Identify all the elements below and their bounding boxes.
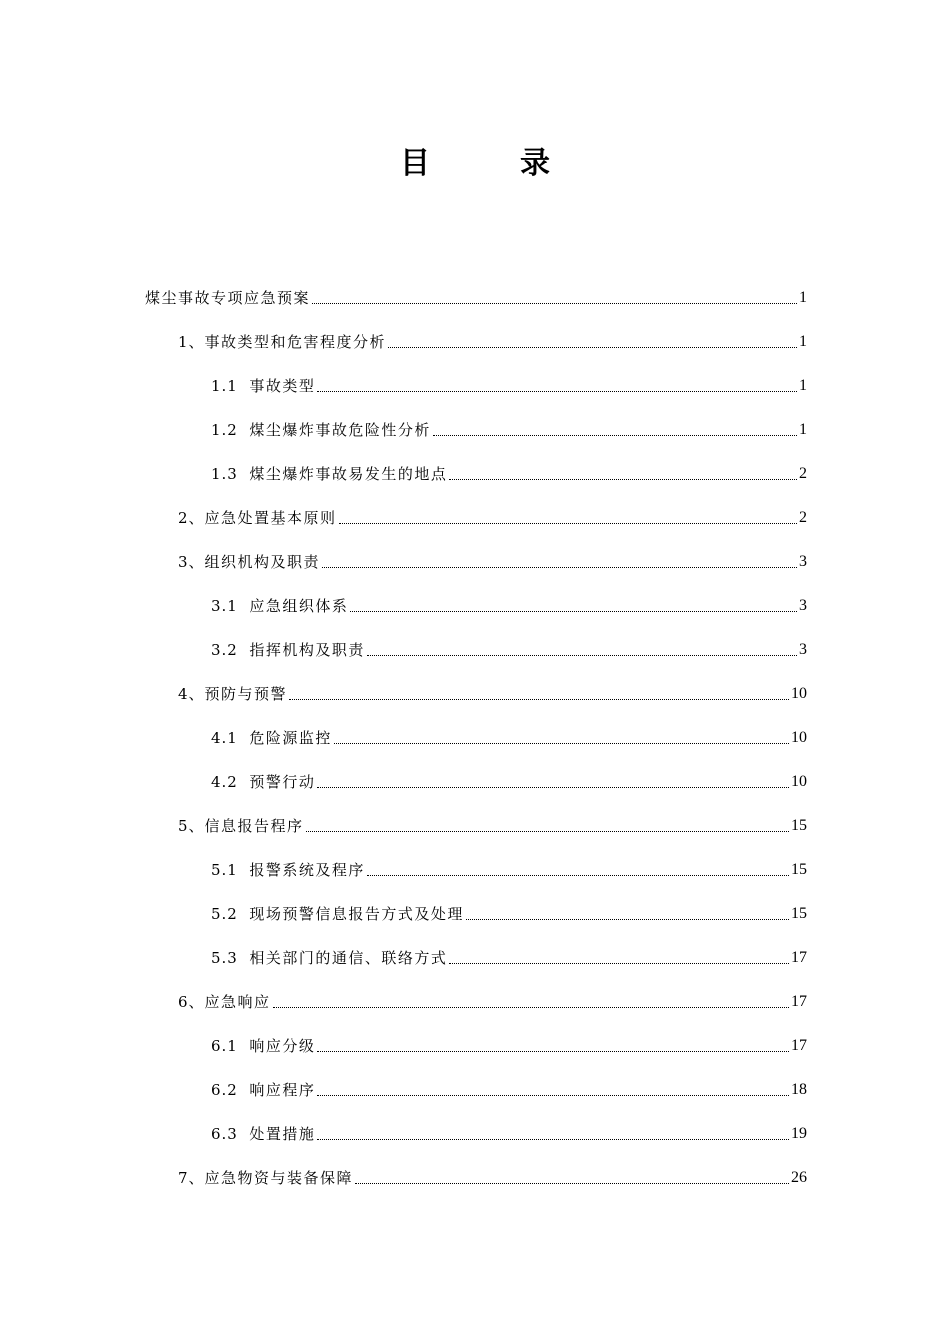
toc-entry[interactable] — [0, 758, 950, 802]
toc-entry[interactable] — [0, 846, 950, 890]
toc-entry-label: 指挥机构及职责 — [249, 641, 365, 659]
dot-leader — [317, 786, 789, 788]
toc-entry-page-number: 2 — [799, 509, 807, 526]
toc-entry-label: 响应分级 — [249, 1037, 316, 1055]
toc-entry-number: 1.3 — [211, 465, 250, 483]
toc-entry[interactable] — [0, 1022, 950, 1066]
toc-entry-page-number: 3 — [799, 597, 807, 614]
toc-entry-page-number: 2 — [799, 465, 807, 482]
toc-entry-label: 煤尘事故专项应急预案 — [145, 289, 311, 307]
toc-entry-page-number: 17 — [791, 949, 807, 966]
toc-entry-page-number: 1 — [799, 333, 807, 350]
toc-entry-page-number: 1 — [799, 377, 807, 394]
toc-entry-number: 2、 — [178, 509, 205, 527]
dot-leader — [317, 1050, 789, 1052]
toc-entry-number: 4.2 — [211, 773, 250, 791]
toc-entry-label: 现场预警信息报告方式及处理 — [249, 905, 464, 923]
toc-entry[interactable] — [0, 318, 950, 362]
toc-entry-number: 5.1 — [211, 861, 250, 879]
toc-entry-page-number: 15 — [791, 861, 807, 878]
toc-entry-page-number: 3 — [799, 553, 807, 570]
toc-entry-label: 事故类型和危害程度分析 — [204, 333, 387, 351]
dot-leader — [306, 830, 789, 832]
toc-entry-number: 4.1 — [211, 729, 250, 747]
toc-entry-label: 应急响应 — [204, 993, 271, 1011]
toc-entry[interactable] — [0, 274, 950, 318]
toc-entry[interactable] — [0, 1110, 950, 1154]
toc-entry-label: 应急处置基本原则 — [204, 509, 337, 527]
table-of-contents — [0, 274, 950, 1198]
toc-entry[interactable] — [0, 362, 950, 406]
toc-entry[interactable] — [0, 1066, 950, 1110]
toc-entry-number: 3.1 — [211, 597, 250, 615]
toc-entry-number: 3.2 — [211, 641, 250, 659]
toc-entry-label: 预防与预警 — [204, 685, 288, 703]
dot-leader — [367, 874, 789, 876]
toc-entry[interactable] — [0, 538, 950, 582]
toc-entry-page-number: 1 — [799, 289, 807, 306]
toc-entry-label: 煤尘爆炸事故易发生的地点 — [249, 465, 448, 483]
toc-entry-page-number: 10 — [791, 685, 807, 702]
toc-entry-number: 6、 — [178, 993, 205, 1011]
toc-entry-page-number: 17 — [791, 1037, 807, 1054]
dot-leader — [312, 302, 797, 304]
toc-entry-page-number: 18 — [791, 1081, 807, 1098]
toc-entry[interactable] — [0, 1154, 950, 1198]
toc-entry-number: 1.1 — [211, 377, 250, 395]
toc-entry[interactable] — [0, 890, 950, 934]
toc-entry-page-number: 15 — [791, 817, 807, 834]
toc-entry-label: 响应程序 — [249, 1081, 316, 1099]
toc-entry-label: 危险源监控 — [249, 729, 332, 747]
dot-leader — [339, 522, 797, 524]
toc-entry-label: 处置措施 — [249, 1125, 316, 1143]
toc-entry-label: 事故类型 — [249, 377, 316, 395]
toc-entry-number: 5、 — [178, 817, 205, 835]
toc-entry-page-number: 19 — [791, 1125, 807, 1142]
dot-leader — [317, 390, 797, 392]
toc-entry-number: 5.2 — [211, 905, 250, 923]
toc-entry-page-number: 10 — [791, 729, 807, 746]
toc-entry[interactable] — [0, 934, 950, 978]
toc-entry-number: 3、 — [178, 553, 205, 571]
dot-leader — [322, 566, 797, 568]
toc-entry[interactable] — [0, 494, 950, 538]
toc-entry-label: 相关部门的通信、联络方式 — [249, 949, 448, 967]
dot-leader — [273, 1006, 789, 1008]
toc-entry-number: 1、 — [178, 333, 205, 351]
toc-entry-number: 7、 — [178, 1169, 205, 1187]
dot-leader — [449, 962, 789, 964]
page-title: 目 录 — [400, 146, 580, 181]
toc-entry-page-number: 10 — [791, 773, 807, 790]
dot-leader — [317, 1094, 789, 1096]
dot-leader — [388, 346, 797, 348]
toc-entry[interactable] — [0, 626, 950, 670]
toc-entry-number: 6.2 — [211, 1081, 250, 1099]
dot-leader — [449, 478, 797, 480]
toc-entry[interactable] — [0, 582, 950, 626]
toc-entry[interactable] — [0, 406, 950, 450]
toc-entry-label: 应急物资与装备保障 — [204, 1169, 354, 1187]
dot-leader — [334, 742, 789, 744]
toc-entry-number: 5.3 — [211, 949, 250, 967]
toc-entry-number: 1.2 — [211, 421, 250, 439]
dot-leader — [289, 698, 789, 700]
toc-entry[interactable] — [0, 450, 950, 494]
toc-entry[interactable] — [0, 802, 950, 846]
toc-entry-label: 预警行动 — [249, 773, 316, 791]
toc-entry-label: 信息报告程序 — [204, 817, 304, 835]
toc-entry[interactable] — [0, 670, 950, 714]
toc-entry-page-number: 26 — [791, 1169, 807, 1186]
toc-entry-label: 组织机构及职责 — [204, 553, 321, 571]
toc-entry-page-number: 15 — [791, 905, 807, 922]
dot-leader — [367, 654, 797, 656]
toc-entry-number: 6.1 — [211, 1037, 250, 1055]
toc-entry-number: 4、 — [178, 685, 205, 703]
toc-entry-number: 6.3 — [211, 1125, 250, 1143]
toc-entry[interactable] — [0, 714, 950, 758]
toc-entry-page-number: 3 — [799, 641, 807, 658]
dot-leader — [355, 1182, 789, 1184]
toc-entry-page-number: 1 — [799, 421, 807, 438]
dot-leader — [317, 1138, 789, 1140]
toc-entry-page-number: 17 — [791, 993, 807, 1010]
dot-leader — [466, 918, 789, 920]
toc-entry-label: 报警系统及程序 — [249, 861, 365, 879]
toc-entry[interactable] — [0, 978, 950, 1022]
toc-entry-label: 应急组织体系 — [249, 597, 349, 615]
dot-leader — [350, 610, 797, 612]
toc-entry-label: 煤尘爆炸事故危险性分析 — [249, 421, 431, 439]
dot-leader — [433, 434, 797, 436]
